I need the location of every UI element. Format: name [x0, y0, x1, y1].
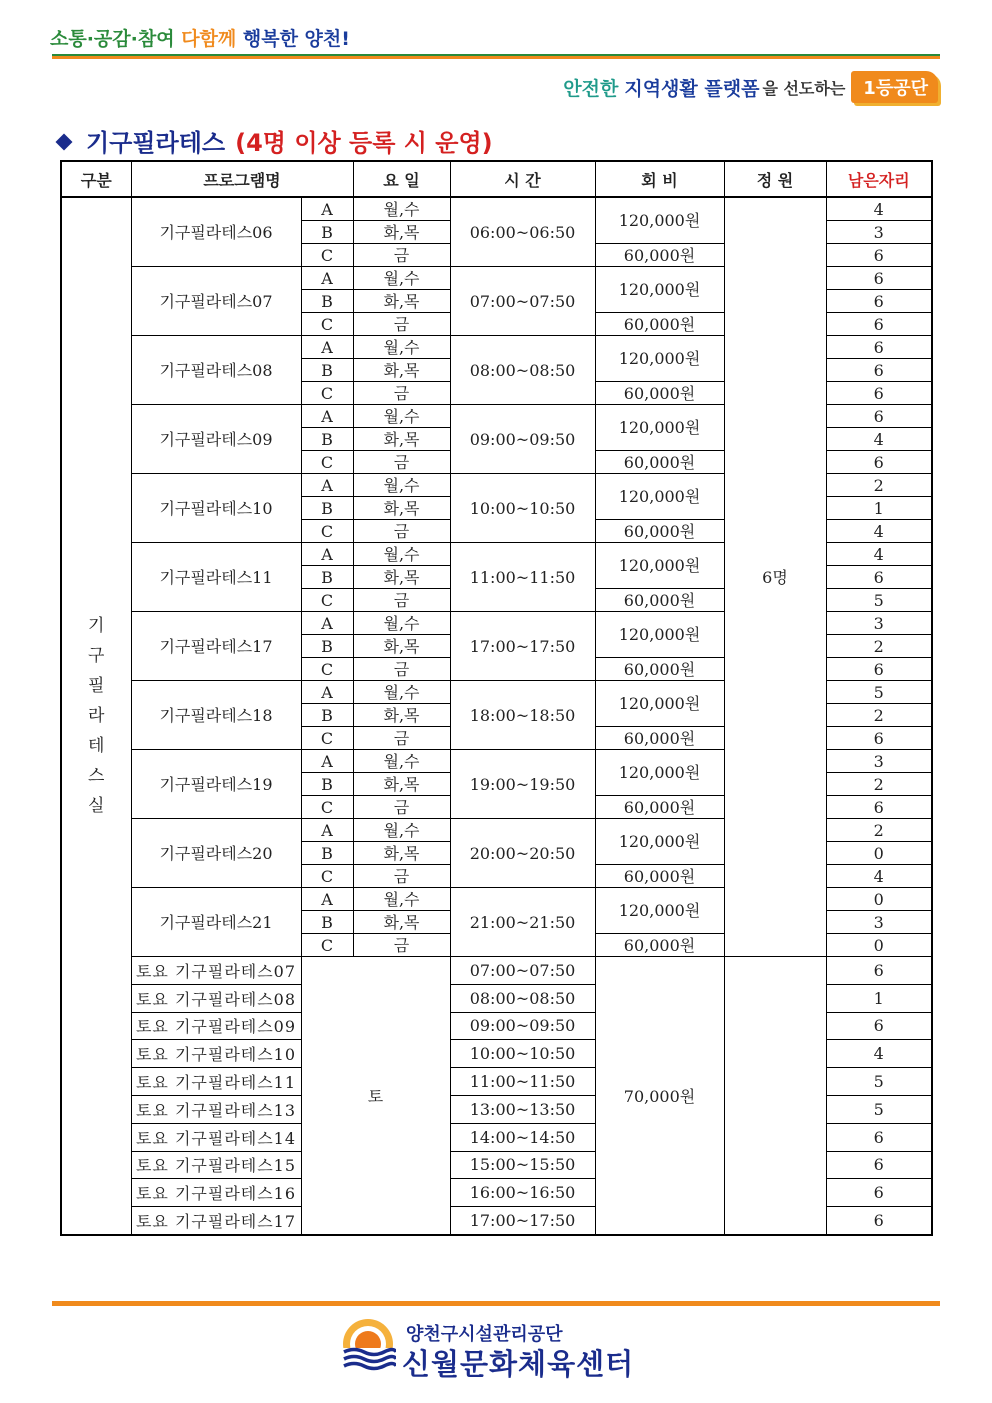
remaining-seats: 6: [826, 658, 932, 681]
header-remaining: 남은자리: [826, 161, 932, 197]
header-program: 프로그램명: [131, 161, 353, 197]
class-fee: 60,000원: [595, 520, 724, 543]
remaining-seats: 5: [826, 681, 932, 704]
class-days: 월,수: [353, 405, 450, 428]
section-code: B: [301, 221, 353, 244]
program-name: 토요 기구필라테스15: [131, 1151, 301, 1179]
header-category: 구분: [61, 161, 131, 197]
remaining-seats: 6: [826, 796, 932, 819]
class-days: 화,목: [353, 842, 450, 865]
section-code: C: [301, 934, 353, 957]
class-time: 17:00~17:50: [450, 612, 595, 681]
remaining-seats: 2: [826, 704, 932, 727]
category-char: 실: [88, 795, 105, 816]
class-fee: 120,000원: [595, 197, 724, 244]
program-name: 기구필라테스10: [131, 474, 301, 543]
class-time: 10:00~10:50: [450, 474, 595, 543]
section-code: B: [301, 911, 353, 934]
remaining-seats: 6: [826, 244, 932, 267]
footer: [340, 1318, 660, 1381]
class-time: 06:00~06:50: [450, 197, 595, 267]
footer-divider: [52, 1301, 940, 1306]
class-days: 화,목: [353, 497, 450, 520]
class-days: 화,목: [353, 773, 450, 796]
remaining-seats: 1: [826, 497, 932, 520]
remaining-seats: 2: [826, 773, 932, 796]
heading-note: (4명 이상 등록 시 운영): [235, 129, 493, 157]
capacity-cell-empty: [724, 957, 826, 1235]
section-code: B: [301, 773, 353, 796]
class-time: 17:00~17:50: [450, 1207, 595, 1235]
remaining-seats: 6: [826, 1207, 932, 1235]
remaining-seats: 6: [826, 405, 932, 428]
remaining-seats: 4: [826, 1040, 932, 1068]
section-code: C: [301, 658, 353, 681]
class-days: 토: [301, 957, 450, 1235]
class-time: 08:00~08:50: [450, 984, 595, 1012]
category-cell: [61, 197, 131, 1235]
table-header-row: [61, 161, 932, 197]
program-name: 토요 기구필라테스13: [131, 1095, 301, 1123]
remaining-seats: 6: [826, 1123, 932, 1151]
class-days: 월,수: [353, 336, 450, 359]
class-days: 금: [353, 382, 450, 405]
section-code: A: [301, 819, 353, 842]
class-days: 금: [353, 934, 450, 957]
section-code: C: [301, 796, 353, 819]
class-fee: 120,000원: [595, 543, 724, 589]
program-name: 기구필라테스17: [131, 612, 301, 681]
section-code: C: [301, 520, 353, 543]
program-name: 토요 기구필라테스08: [131, 984, 301, 1012]
section-code: B: [301, 290, 353, 313]
remaining-seats: 2: [826, 819, 932, 842]
tagline-leading: 을 선도하는: [762, 78, 846, 98]
remaining-seats: 6: [826, 1012, 932, 1040]
section-code: A: [301, 197, 353, 221]
section-code: C: [301, 727, 353, 750]
remaining-seats: 6: [826, 313, 932, 336]
class-fee: 120,000원: [595, 750, 724, 796]
class-days: 금: [353, 244, 450, 267]
class-days: 화,목: [353, 359, 450, 382]
class-fee: 120,000원: [595, 474, 724, 520]
class-fee: 120,000원: [595, 612, 724, 658]
class-days: 월,수: [353, 474, 450, 497]
class-days: 월,수: [353, 750, 450, 773]
section-code: A: [301, 543, 353, 566]
program-name: 토요 기구필라테스11: [131, 1068, 301, 1096]
schedule-table: [60, 160, 933, 1236]
class-time: 13:00~13:50: [450, 1095, 595, 1123]
header-fee: 회 비: [595, 161, 724, 197]
class-days: 화,목: [353, 635, 450, 658]
program-name: 기구필라테스20: [131, 819, 301, 888]
class-days: 월,수: [353, 197, 450, 221]
remaining-seats: 2: [826, 474, 932, 497]
class-fee: 120,000원: [595, 267, 724, 313]
remaining-seats: 5: [826, 589, 932, 612]
header-tagline: [563, 70, 938, 104]
remaining-seats: 4: [826, 543, 932, 566]
remaining-seats: 6: [826, 566, 932, 589]
class-fee: 60,000원: [595, 658, 724, 681]
header-time: 시 간: [450, 161, 595, 197]
remaining-seats: 6: [826, 382, 932, 405]
diamond-bullet-icon: [56, 134, 73, 151]
schedule-body: [61, 197, 932, 1235]
class-fee: 60,000원: [595, 313, 724, 336]
class-days: 월,수: [353, 543, 450, 566]
program-name: 토요 기구필라테스07: [131, 957, 301, 985]
footer-center-name: 신월문화체육센터: [402, 1347, 635, 1381]
heading-title: 기구필라테스: [86, 129, 226, 157]
remaining-seats: 4: [826, 428, 932, 451]
remaining-seats: 5: [826, 1068, 932, 1096]
section-code: C: [301, 865, 353, 888]
section-code: A: [301, 336, 353, 359]
remaining-seats: 6: [826, 290, 932, 313]
program-name: 토요 기구필라테스14: [131, 1123, 301, 1151]
tagline-safe: 안전한: [563, 77, 619, 100]
section-code: C: [301, 451, 353, 474]
class-fee: 60,000원: [595, 382, 724, 405]
class-time: 20:00~20:50: [450, 819, 595, 888]
footer-org-name: 양천구시설관리공단: [406, 1324, 563, 1345]
section-code: B: [301, 842, 353, 865]
remaining-seats: 3: [826, 911, 932, 934]
program-name: 토요 기구필라테스16: [131, 1179, 301, 1207]
section-code: B: [301, 635, 353, 658]
table-row: [61, 197, 932, 221]
remaining-seats: 4: [826, 520, 932, 543]
category-char: 스: [88, 765, 105, 786]
class-fee: 120,000원: [595, 336, 724, 382]
class-days: 월,수: [353, 612, 450, 635]
class-fee: 120,000원: [595, 819, 724, 865]
category-char: 테: [88, 735, 105, 756]
remaining-seats: 5: [826, 1095, 932, 1123]
remaining-seats: 6: [826, 957, 932, 985]
class-time: 07:00~07:50: [450, 267, 595, 336]
section-code: A: [301, 474, 353, 497]
remaining-seats: 1: [826, 984, 932, 1012]
remaining-seats: 4: [826, 865, 932, 888]
class-time: 08:00~08:50: [450, 336, 595, 405]
capacity-cell: 6명: [724, 197, 826, 957]
class-time: 18:00~18:50: [450, 681, 595, 750]
class-days: 월,수: [353, 888, 450, 911]
remaining-seats: 3: [826, 750, 932, 773]
program-name: 기구필라테스08: [131, 336, 301, 405]
remaining-seats: 3: [826, 221, 932, 244]
tagline-badge: 1등공단: [851, 71, 938, 103]
class-time: 14:00~14:50: [450, 1123, 595, 1151]
class-time: 19:00~19:50: [450, 750, 595, 819]
header-days: 요 일: [353, 161, 450, 197]
class-days: 금: [353, 727, 450, 750]
program-name: 토요 기구필라테스10: [131, 1040, 301, 1068]
class-days: 화,목: [353, 704, 450, 727]
class-fee: 60,000원: [595, 934, 724, 957]
table-row: [61, 957, 932, 985]
remaining-seats: 6: [826, 1179, 932, 1207]
class-days: 화,목: [353, 566, 450, 589]
remaining-seats: 0: [826, 934, 932, 957]
class-time: 10:00~10:50: [450, 1040, 595, 1068]
header-divider-orange: [52, 56, 940, 59]
class-fee: 70,000원: [595, 957, 724, 1235]
slogan-mid: 다함께: [181, 28, 237, 50]
class-days: 화,목: [353, 911, 450, 934]
section-code: C: [301, 589, 353, 612]
class-time: 09:00~09:50: [450, 1012, 595, 1040]
class-time: 11:00~11:50: [450, 1068, 595, 1096]
program-name: 기구필라테스07: [131, 267, 301, 336]
remaining-seats: 4: [826, 197, 932, 221]
program-name: 기구필라테스18: [131, 681, 301, 750]
program-name: 기구필라테스19: [131, 750, 301, 819]
section-heading: [52, 123, 493, 158]
section-code: C: [301, 313, 353, 336]
section-code: A: [301, 888, 353, 911]
section-code: B: [301, 359, 353, 382]
program-name: 기구필라테스11: [131, 543, 301, 612]
class-time: 11:00~11:50: [450, 543, 595, 612]
class-days: 금: [353, 796, 450, 819]
class-days: 월,수: [353, 681, 450, 704]
slogan-end: 행복한 양천!: [242, 28, 350, 50]
class-days: 화,목: [353, 428, 450, 451]
class-days: 화,목: [353, 221, 450, 244]
section-code: B: [301, 428, 353, 451]
class-time: 07:00~07:50: [450, 957, 595, 985]
header-divider: [52, 54, 940, 59]
class-days: 금: [353, 313, 450, 336]
section-code: A: [301, 405, 353, 428]
class-fee: 60,000원: [595, 796, 724, 819]
category-char: 구: [88, 645, 105, 666]
remaining-seats: 0: [826, 842, 932, 865]
remaining-seats: 6: [826, 267, 932, 290]
class-fee: 60,000원: [595, 451, 724, 474]
section-code: C: [301, 382, 353, 405]
remaining-seats: 2: [826, 635, 932, 658]
class-days: 금: [353, 589, 450, 612]
program-name: 기구필라테스06: [131, 197, 301, 267]
class-fee: 120,000원: [595, 681, 724, 727]
class-days: 월,수: [353, 819, 450, 842]
section-code: A: [301, 612, 353, 635]
class-days: 금: [353, 451, 450, 474]
header-slogan: [50, 24, 350, 51]
category-char: 필: [88, 675, 105, 696]
remaining-seats: 3: [826, 612, 932, 635]
sun-waves-logo-icon: [340, 1318, 396, 1376]
class-days: 월,수: [353, 267, 450, 290]
remaining-seats: 6: [826, 727, 932, 750]
slogan-start: 소통·공감·참여: [50, 28, 175, 50]
program-name: 토요 기구필라테스17: [131, 1207, 301, 1235]
category-char: 라: [88, 705, 105, 726]
class-fee: 60,000원: [595, 244, 724, 267]
class-fee: 120,000원: [595, 405, 724, 451]
class-time: 09:00~09:50: [450, 405, 595, 474]
section-code: A: [301, 681, 353, 704]
program-name: 기구필라테스09: [131, 405, 301, 474]
section-code: B: [301, 704, 353, 727]
class-fee: 60,000원: [595, 727, 724, 750]
section-code: B: [301, 566, 353, 589]
class-fee: 60,000원: [595, 589, 724, 612]
section-code: B: [301, 497, 353, 520]
class-fee: 120,000원: [595, 888, 724, 934]
section-code: C: [301, 244, 353, 267]
section-code: A: [301, 267, 353, 290]
class-days: 화,목: [353, 290, 450, 313]
remaining-seats: 0: [826, 888, 932, 911]
class-days: 금: [353, 865, 450, 888]
class-days: 금: [353, 520, 450, 543]
program-name: 기구필라테스21: [131, 888, 301, 957]
class-days: 금: [353, 658, 450, 681]
remaining-seats: 6: [826, 336, 932, 359]
class-fee: 60,000원: [595, 865, 724, 888]
section-code: A: [301, 750, 353, 773]
header-capacity: 정 원: [724, 161, 826, 197]
category-char: 기: [88, 615, 105, 636]
class-time: 16:00~16:50: [450, 1179, 595, 1207]
program-name: 토요 기구필라테스09: [131, 1012, 301, 1040]
remaining-seats: 6: [826, 359, 932, 382]
class-time: 15:00~15:50: [450, 1151, 595, 1179]
class-time: 21:00~21:50: [450, 888, 595, 957]
tagline-platform: 지역생활 플랫폼: [624, 77, 760, 100]
remaining-seats: 6: [826, 1151, 932, 1179]
remaining-seats: 6: [826, 451, 932, 474]
